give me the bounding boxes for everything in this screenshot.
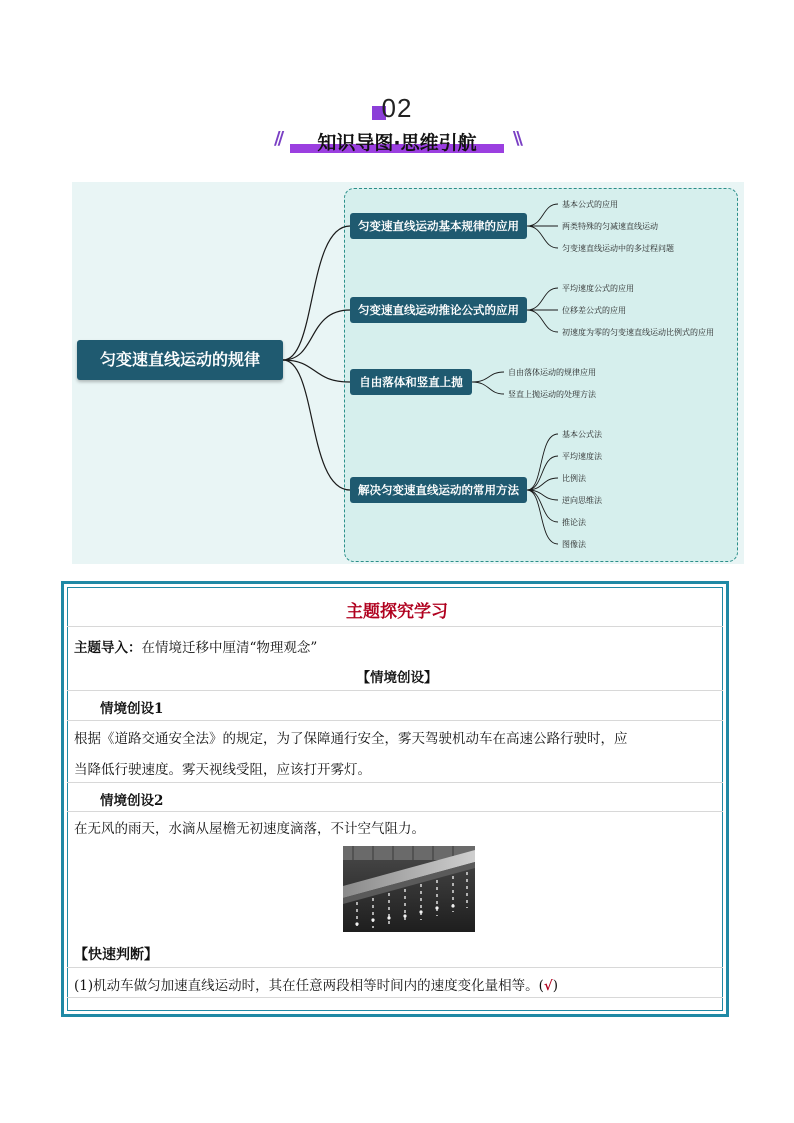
- leaf-item: 自由落体运动的规律应用: [508, 368, 596, 377]
- leaf-item: 位移差公式的应用: [562, 306, 626, 315]
- leaf-item: 两类特殊的匀减速直线运动: [562, 222, 658, 231]
- scenario2-text: 在无风的雨天，水滴从屋檐无初速度滴落，不计空气阻力。: [74, 821, 425, 837]
- divider: [67, 690, 723, 691]
- branch-inference-formulas: 匀变速直线运动推论公式的应用: [350, 297, 527, 323]
- scenario1-line1: 根据《道路交通安全法》的规定，为了保障通行安全，雾天驾驶机动车在高速公路行驶时，应: [74, 731, 628, 747]
- judgment-item-1: [74, 974, 558, 994]
- eaves-rain-photo: [343, 846, 475, 932]
- slash-decoration-right: \\: [512, 128, 520, 149]
- leaf-item: 基本公式法: [562, 430, 602, 439]
- branch-common-methods: 解决匀变速直线运动的常用方法: [350, 477, 527, 503]
- mind-map: [72, 182, 744, 564]
- scenario1-line2: 当降低行驶速度。雾天视线受阻，应该打开雾灯。: [74, 762, 371, 778]
- leaf-item: 平均速度公式的应用: [562, 284, 634, 293]
- connector-b4-l1: [527, 434, 558, 490]
- section-title: 知识导图·思维引航: [317, 132, 477, 154]
- divider: [67, 626, 723, 627]
- scenario-header: 【情境创设】: [356, 670, 438, 686]
- connector-b1-l3: [527, 226, 558, 248]
- topic-title: 主题探究学习: [346, 602, 448, 622]
- slash-decoration-left: //: [274, 128, 282, 149]
- divider: [67, 720, 723, 721]
- connector-b1-l1: [527, 204, 558, 226]
- topic-intro-label: 主题导入：: [74, 640, 142, 656]
- scenario1-title: 情境创设1: [100, 701, 164, 717]
- branch-free-fall: 自由落体和竖直上抛: [350, 369, 472, 395]
- divider: [67, 967, 723, 968]
- quick-judgment-header: 【快速判断】: [74, 947, 158, 963]
- divider: [67, 811, 723, 812]
- leaf-item: 图像法: [562, 540, 586, 549]
- leaf-item: 推论法: [562, 518, 586, 527]
- connector-b4-l2: [527, 456, 558, 490]
- judgment-item-1-close: ): [552, 978, 559, 994]
- check-mark-icon: √: [543, 978, 553, 994]
- connector-root-b4: [283, 360, 350, 490]
- connector-b2-l3: [527, 310, 558, 332]
- section-number: 02: [381, 93, 413, 123]
- connector-root-b3: [283, 360, 350, 382]
- leaf-item: 竖直上抛运动的处理方法: [508, 390, 596, 399]
- connector-b3-l2: [472, 382, 504, 394]
- connector-root-b2: [283, 310, 350, 360]
- branch-basic-laws: 匀变速直线运动基本规律的应用: [350, 213, 527, 239]
- leaf-item: 初速度为零的匀变速直线运动比例式的应用: [562, 328, 714, 337]
- topic-intro-text: 在情境迁移中厘清“物理观念”: [141, 640, 318, 656]
- leaf-item: 比例法: [562, 474, 586, 483]
- leaf-item: 匀变速直线运动中的多过程问题: [562, 244, 674, 253]
- section-title-banner: [270, 128, 524, 156]
- leaf-item: 基本公式的应用: [562, 200, 618, 209]
- eaves-rain-illustration: [343, 846, 475, 932]
- topic-intro: [74, 636, 317, 656]
- connector-b2-l1: [527, 288, 558, 310]
- connector-b3-l1: [472, 372, 504, 382]
- leaf-item: 逆向思维法: [562, 496, 602, 505]
- connector-root-b1: [283, 226, 350, 360]
- leaf-item: 平均速度法: [562, 452, 602, 461]
- judgment-item-1-text: (1)机动车做匀加速直线运动时，其在任意两段相等时间内的速度变化量相等。(: [74, 978, 544, 994]
- connector-b4-l6: [527, 490, 558, 544]
- divider: [67, 782, 723, 783]
- scenario2-title: 情境创设2: [100, 793, 164, 809]
- mind-map-root: 匀变速直线运动的规律: [77, 340, 283, 380]
- divider: [67, 997, 723, 998]
